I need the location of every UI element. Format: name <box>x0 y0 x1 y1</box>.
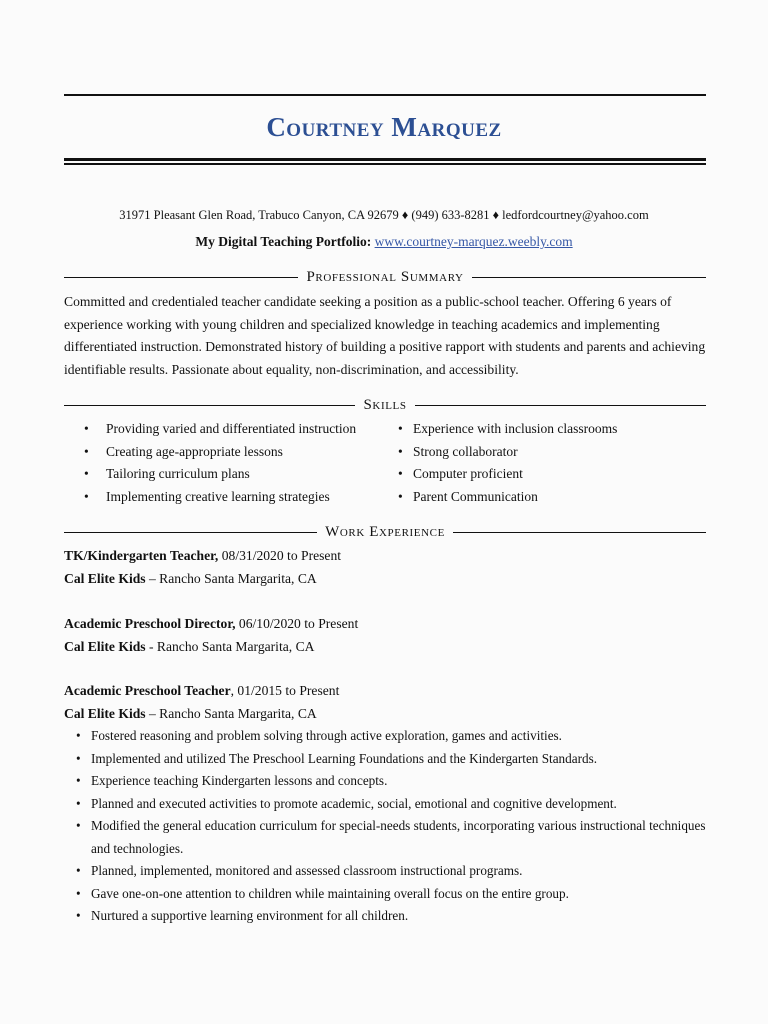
header-top-rule <box>64 94 706 96</box>
job-location: – Rancho Santa Margarita, CA <box>145 570 317 586</box>
duty-text: Implemented and utilized The Preschool Learning Foundations and the Kindergarten Standards. <box>91 750 598 766</box>
duty-text: Gave one-on-one attention to children while maintaining overall focus on the entire group. <box>91 885 569 901</box>
duty-item <box>76 793 706 816</box>
skill-item <box>84 463 356 486</box>
duty-item <box>76 883 706 906</box>
skill-item <box>84 441 356 464</box>
duty-item <box>76 905 706 928</box>
header-thin-rule <box>64 163 706 165</box>
divider-line <box>415 405 706 406</box>
bullet-icon: • <box>76 750 81 766</box>
duty-item <box>76 748 706 771</box>
skill-text: Creating age-appropriate lessons <box>106 443 283 459</box>
skill-text: Providing varied and differentiated instruction <box>106 421 357 436</box>
skill-text: Strong collaborator <box>413 443 518 459</box>
bullet-icon: • <box>84 488 89 504</box>
skill-item <box>398 441 617 464</box>
skill-item <box>84 486 356 509</box>
section-title: Work Experience <box>325 523 445 540</box>
duty-text: Planned, implemented, monitored and assessed classroom instructional programs. <box>91 863 523 878</box>
bullet-icon: • <box>84 466 89 481</box>
job-dates: 06/10/2020 to Present <box>235 616 359 631</box>
duty-text: Nurtured a supportive learning environment for all children. <box>91 908 409 923</box>
divider-line <box>472 277 706 278</box>
header-thick-rule <box>64 158 706 161</box>
job-location: – Rancho Santa Margarita, CA <box>145 705 317 721</box>
bullet-icon: • <box>76 773 81 788</box>
bullet-icon: • <box>76 908 81 923</box>
duty-text: Modified the general education curriculum for special-needs students, incorporating various instructional techniques and technologies. <box>91 818 706 856</box>
skill-item <box>84 418 356 441</box>
job-employer-line <box>64 703 709 726</box>
summary-heading <box>64 267 706 287</box>
skill-text: Parent Communication <box>413 488 538 504</box>
duties-list <box>76 725 706 928</box>
duty-item <box>76 770 706 793</box>
section-title: Skills <box>363 396 407 413</box>
skill-text: Computer proficient <box>413 466 523 481</box>
bullet-icon: • <box>398 421 403 436</box>
bullet-icon: • <box>76 728 81 743</box>
skill-text: Experience with inclusion classrooms <box>413 421 618 436</box>
job-title-line <box>64 680 709 703</box>
summary-text: Committed and credentialed teacher candidate seeking a position as a public-school teacher. Offering 6 years of experience working with young children and specialized knowledge in teaching academics and implementing differentiated instruction. Demonstrated history of building a positive rapport with students and parents and achieving identifiable results. Passionate about equality, non-discrimination, and accessibility. <box>64 294 706 377</box>
bullet-icon: • <box>398 466 403 481</box>
duty-item <box>76 860 706 883</box>
divider-line <box>64 405 355 406</box>
divider-line <box>64 277 298 278</box>
portfolio-line <box>0 233 768 251</box>
job-employer: Cal Elite Kids <box>64 705 146 721</box>
portfolio-link[interactable]: www.courtney-marquez.weebly.com <box>374 234 573 249</box>
skill-text: Tailoring curriculum plans <box>106 466 250 481</box>
duty-item <box>76 815 706 860</box>
bullet-icon: • <box>84 443 89 459</box>
bullet-icon: • <box>76 818 81 833</box>
job-employer-line <box>64 568 709 591</box>
bullet-icon: • <box>398 488 403 504</box>
bullet-icon: • <box>84 421 89 436</box>
job-dates: , 01/2015 to Present <box>230 683 340 698</box>
job-entry <box>64 680 709 725</box>
job-employer-line <box>64 636 709 659</box>
skill-item <box>398 418 617 441</box>
job-dates: 08/31/2020 to Present <box>218 548 342 563</box>
candidate-name: Courtney Marquez <box>266 112 502 142</box>
job-role: TK/Kindergarten Teacher, <box>64 548 219 563</box>
duty-text: Fostered reasoning and problem solving through active exploration, games and activities. <box>91 728 562 743</box>
duty-item <box>76 725 706 748</box>
divider-line <box>64 532 317 533</box>
job-role: Academic Preschool Teacher <box>64 683 231 698</box>
bullet-icon: • <box>76 885 81 901</box>
job-employer: Cal Elite Kids <box>64 638 146 654</box>
skills-list-right <box>398 418 617 508</box>
skill-text: Implementing creative learning strategies <box>106 488 330 504</box>
skill-item <box>398 463 617 486</box>
divider-line <box>453 532 706 533</box>
job-title-line <box>64 545 709 568</box>
bullet-icon: • <box>398 443 403 459</box>
job-employer: Cal Elite Kids <box>64 570 146 586</box>
skills-list-left <box>84 418 356 508</box>
contact-line: 31971 Pleasant Glen Road, Trabuco Canyon, CA 92679 ♦ (949) 633-8281 ♦ ledfordcourtney@yahoo.com <box>119 208 649 222</box>
bullet-icon: • <box>76 795 81 811</box>
skill-item <box>398 486 617 509</box>
job-entry <box>64 613 709 658</box>
bullet-icon: • <box>76 863 81 878</box>
job-title-line <box>64 613 709 636</box>
job-role: Academic Preschool Director, <box>64 616 236 631</box>
section-title: Professional Summary <box>306 268 464 285</box>
portfolio-label: My Digital Teaching Portfolio: <box>195 234 372 249</box>
duty-text: Experience teaching Kindergarten lessons and concepts. <box>91 773 388 788</box>
skills-heading <box>64 395 706 415</box>
experience-heading <box>64 522 706 542</box>
job-entry <box>64 545 709 590</box>
job-location: - Rancho Santa Margarita, CA <box>145 638 315 654</box>
duty-text: Planned and executed activities to promote academic, social, emotional and cognitive development. <box>91 795 617 811</box>
